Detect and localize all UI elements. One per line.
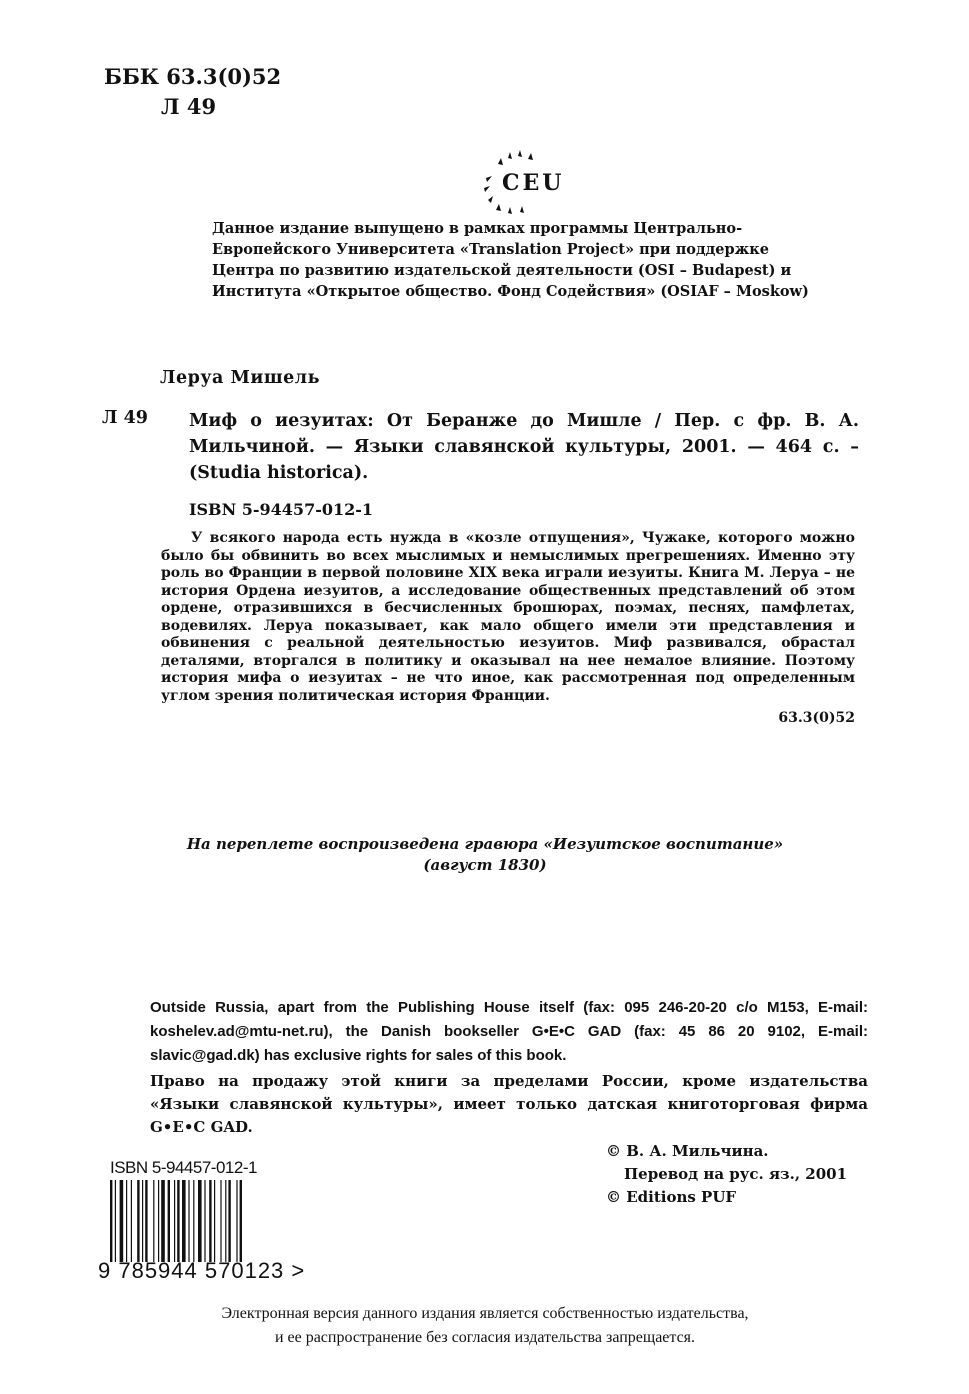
ceu-logo-text: CEU bbox=[502, 170, 565, 196]
bbk-block bbox=[104, 62, 281, 122]
copyright-block bbox=[606, 1140, 847, 1209]
copyright-translation: Перевод на рус. яз., 2001 bbox=[624, 1165, 848, 1183]
copyright-translator: © В. А. Мильчина. bbox=[606, 1142, 769, 1160]
isbn: ISBN 5-94457-012-1 bbox=[189, 500, 374, 519]
abstract-text: У всякого народа есть нужда в «козле отпущения», Чужаке, которого можно было бы обвинить во всех мыслимых и немыслимых прегрешениях. Именно эту роль во Франции в первой половине XIX века играли иезуиты. Книга М. Леруа – не история Ордена иезуитов, а исследование общественных представлений об этом ордене, отразившихся в бесчисленных брошюрах, поэмах, песнях, памфлетах, водевилях. Леруа показывает, как мало общего имели эти представления и обвинения с реальной деятельностью иезуитов. Миф развивался, обрастал деталями, вторгался в политику и оказывал на нее немалое влияние. Поэтому история мифа о иезуитах – не что иное, как рассмотренная под определенным углом зрения политическая история Франции. bbox=[161, 530, 855, 704]
cover-note-line1: На переплете воспроизведена гравюра «Иезуитское воспитание» bbox=[186, 835, 784, 853]
electronic-note-line2: и ее распространение без согласия издательства запрещается. bbox=[274, 1329, 696, 1346]
call-number: Л 49 bbox=[102, 408, 148, 428]
abstract-code: 63.3(0)52 bbox=[778, 710, 855, 726]
author-name: Леруа Мишель bbox=[160, 368, 320, 388]
outside-russia-note: Outside Russia, apart from the Publishing House itself (fax: 095 246-20-20 c/o M153, E-mail: koshelev.ad@mtu-net.ru), the Danish bookseller G•E•C GAD (fax: 45 86 20 9102, E-mail: slavic@gad.dk) has exclusive rights for sales of this book. bbox=[150, 999, 868, 1064]
bbk-author-mark: Л 49 bbox=[161, 94, 217, 119]
barcode-number: 9 785944 570123 > bbox=[98, 1258, 306, 1283]
cover-note bbox=[150, 834, 820, 876]
sponsor-note: Данное издание выпущено в рамках программы Центрально-Европейского Университета «Translation Project» при поддержке Центра по развитию издательской деятельности (OSI – Budapest) и Института «Открытое общество. Фонд Содействия» (OSIAF – Moskow) bbox=[212, 220, 809, 300]
barcode-isbn-label: ISBN 5-94457-012-1 bbox=[110, 1158, 257, 1177]
barcode-icon bbox=[110, 1180, 280, 1262]
bbk-code: ББК 63.3(0)52 bbox=[104, 64, 282, 89]
copyright-publisher: © Editions PUF bbox=[606, 1188, 737, 1206]
electronic-note-line1: Электронная версия данного издания является собственностью издательства, bbox=[221, 1305, 749, 1322]
cover-note-line2: (август 1830) bbox=[423, 856, 547, 874]
sales-rights-note: Право на продажу этой книги за пределами России, кроме издательства «Языки славянской культуры», имеет только датская книготорговая фирма G•E•C GAD. bbox=[150, 1072, 868, 1136]
bibliographic-description: Миф о иезуитах: От Беранже до Мишле / Пер. с фр. В. А. Мильчиной. — Языки славянской культуры, 2001. — 464 с. – (Studia historica). bbox=[189, 411, 859, 483]
electronic-version-note bbox=[100, 1302, 870, 1350]
